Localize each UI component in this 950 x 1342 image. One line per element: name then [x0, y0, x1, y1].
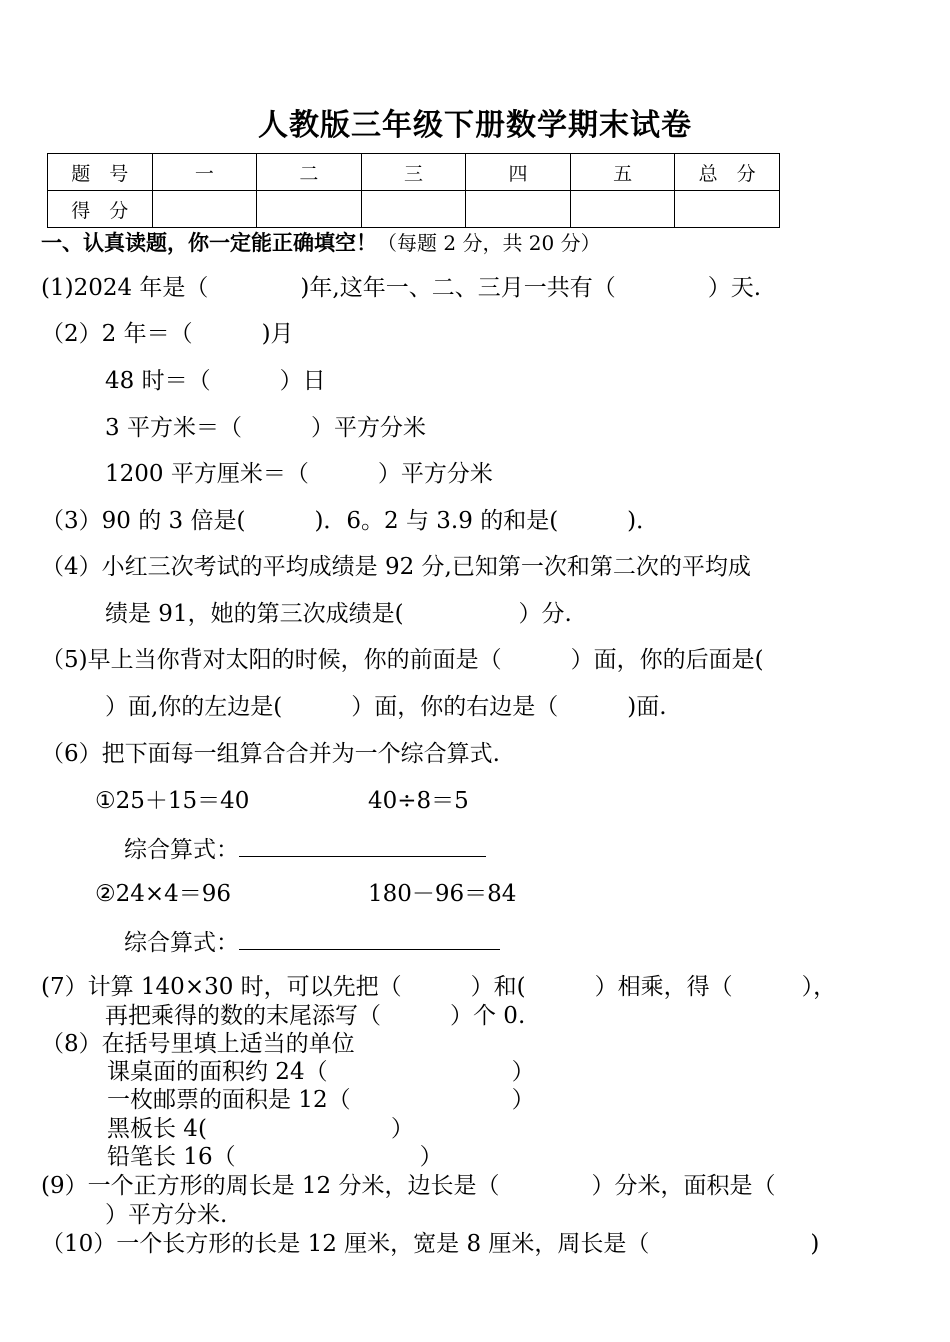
score-cell-5[interactable]: [570, 191, 675, 228]
score-table: [47, 153, 780, 228]
score-table-header-row: [48, 154, 780, 191]
question-8a: 课桌面的面积约 24（ ）: [107, 1059, 535, 1085]
question-9b: ）平方分米.: [105, 1202, 228, 1228]
score-cell-1[interactable]: [152, 191, 257, 228]
section-1-heading: 一、认真读题，你一定能正确填空！: [41, 231, 377, 255]
question-5b: ）面,你的左边是( ）面，你的右边是（ )面.: [105, 694, 667, 720]
score-cell-total[interactable]: [675, 191, 780, 228]
header-cell-4: 四: [466, 154, 571, 191]
question-1: (1)2024 年是（ )年,这年一、二、三月一共有（ ）天.: [41, 275, 762, 301]
question-6-1-first: ①25＋15＝40: [95, 788, 250, 814]
header-cell-2: 二: [257, 154, 362, 191]
question-8c: 黑板长 4( ）: [107, 1116, 414, 1142]
question-8: （8）在括号里填上适当的单位: [41, 1031, 355, 1057]
header-cell-total: 总 分: [675, 154, 780, 191]
combined-formula-label-2: 综合算式：: [124, 930, 239, 956]
question-7b: 再把乘得的数的末尾添写（ ）个 0.: [105, 1003, 526, 1029]
header-cell-5: 五: [570, 154, 675, 191]
question-10: （10）一个长方形的长是 12 厘米，宽是 8 厘米，周长是（ ): [41, 1231, 820, 1257]
section-1-heading-line: [41, 229, 601, 257]
question-7a: (7）计算 140×30 时，可以先把（ ）和( ）相乘，得（ ），: [41, 974, 837, 1000]
question-8b: 一枚邮票的面积是 12（ ）: [107, 1087, 535, 1113]
score-cell-2[interactable]: [257, 191, 362, 228]
question-3: （3）90 的 3 倍是( )．6。2 与 3.9 的和是( )．: [41, 508, 660, 534]
section-1-note: （每题 2 分，共 20 分）: [377, 231, 601, 255]
header-cell-3: 三: [361, 154, 466, 191]
question-6-answer-2: [124, 927, 500, 957]
exam-title: 人教版三年级下册数学期末试卷: [258, 108, 692, 143]
question-2c: 3 平方米＝（ ）平方分米: [105, 415, 426, 441]
question-6: （6）把下面每一组算合合并为一个综合算式.: [41, 741, 500, 767]
score-cell-3[interactable]: [361, 191, 466, 228]
question-4b: 绩是 91，她的第三次成绩是( ）分.: [105, 601, 572, 627]
question-6-answer-1: [124, 834, 486, 864]
question-6-1-second: 40÷8＝5: [368, 788, 469, 814]
question-2d: 1200 平方厘米＝（ ）平方分米: [105, 461, 493, 487]
question-9a: (9）一个正方形的周长是 12 分米，边长是（ ）分米，面积是（: [41, 1173, 776, 1199]
question-6-2-second: 180－96＝84: [368, 881, 517, 907]
combined-formula-blank-2[interactable]: [239, 927, 500, 950]
header-cell-label: 题 号: [48, 154, 153, 191]
combined-formula-blank-1[interactable]: [239, 834, 486, 857]
question-2b: 48 时＝（ ）日: [105, 368, 326, 394]
question-6-2-first: ②24×4＝96: [95, 881, 232, 907]
score-row-label: 得 分: [48, 191, 153, 228]
combined-formula-label-1: 综合算式：: [124, 837, 239, 863]
question-2a: （2）2 年＝（ )月: [41, 321, 294, 347]
header-cell-1: 一: [152, 154, 257, 191]
question-8d: 铅笔长 16（ ）: [107, 1144, 443, 1170]
question-5a: （5)早上当你背对太阳的时候，你的前面是（ ）面，你的后面是(: [41, 647, 764, 673]
score-table-score-row: [48, 191, 780, 228]
score-cell-4[interactable]: [466, 191, 571, 228]
question-4a: （4）小红三次考试的平均成绩是 92 分,已知第一次和第二次的平均成: [41, 554, 751, 580]
